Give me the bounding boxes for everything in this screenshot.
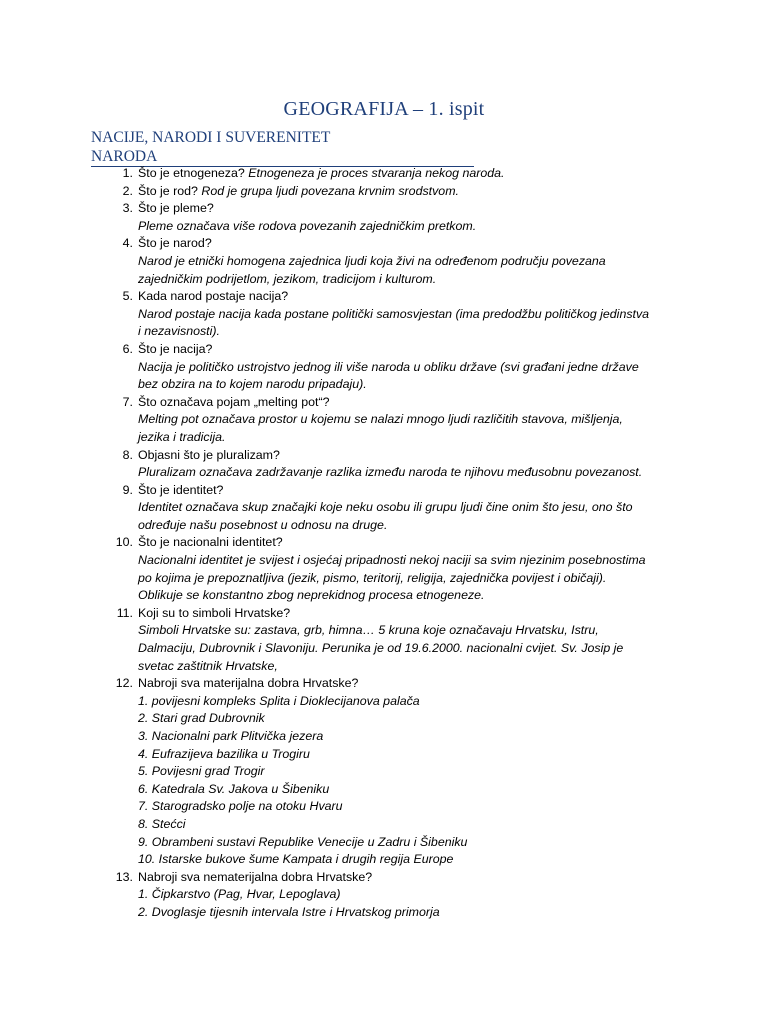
question-item [0,482,678,535]
question-item [0,534,678,604]
question-number: 11. [116,605,133,620]
question-text: Što označava pojam „melting pot“? [138,394,330,409]
question-line [138,235,678,253]
question-number: 1. [122,166,133,180]
question-item [0,200,678,235]
section-heading-line2: NARODA [91,147,474,167]
answer-line: po kojima je prepoznatljiva (jezik, pismo, teritorij, religija, zajednička povijest i običaji). [138,570,607,585]
answer-line: 9. Obrambeni sustavi Republike Venecije u Zadru i Šibeniku [138,834,468,849]
answer-line: određuje našu posebnost u odnosu na druge. [138,517,388,532]
answer-line: 4. Eufrazijeva bazilika u Trogiru [138,746,310,761]
question-text: Kada narod postaje nacija? [138,289,289,304]
question-line [138,341,678,359]
answer-line: 1. povijesni kompleks Splita i Dioklecijanova palača [138,693,420,708]
answer-line: 5. Povijesni grad Trogir [138,764,265,779]
question-text: Što je narod? [138,236,212,251]
answer-line: Melting pot označava prostor u kojemu se nalazi mnogo ljudi različitih stavova, mišljenja, [138,412,623,427]
question-number: 13. [115,869,133,884]
question-text: Što je nacionalni identitet? [138,535,283,550]
question-number: 7. [122,394,133,409]
answer-line: Simboli Hrvatske su: zastava, grb, himna… 5 kruna koje označavaju Hrvatsku, Istru, [138,623,599,638]
question-number: 8. [122,447,133,462]
question-line [138,675,678,693]
question-text: Nabroji sva nematerijalna dobra Hrvatske? [138,869,373,884]
answer-line: Narod postaje nacija kada postane politički samosvjestan (ima predodžbu političkog jedinstva [138,306,650,321]
answer-line: Identitet označava skup značajki koje neku osobu ili grupu ljudi čine onim što jesu, ono što [138,500,633,515]
answer-line: 10. Istarske bukove šume Kampata i drugih regija Europe [138,852,454,867]
answer-line: Pluralizam označava zadržavanje razlika između naroda te njihovu međusobnu povezanost. [138,465,643,480]
question-line [138,394,678,412]
question-line [138,447,678,465]
question-line [138,482,678,500]
page-title: GEOGRAFIJA – 1. ispit [283,98,485,120]
question-number: 2. [122,183,133,198]
section-heading-line1: NACIJE, NARODI I SUVERENITET [91,129,331,146]
answer-line: Narod je etnički homogena zajednica ljudi koja živi na određenom području povezana [138,253,606,268]
question-item [0,605,678,675]
question-item [0,235,678,288]
question-number: 6. [122,341,133,356]
answer-line: bez obzira na to kojem narodu pripadaju). [138,377,367,392]
question-number: 3. [122,201,133,216]
question-number: 12. [115,676,133,691]
question-item [0,447,678,482]
question-number: 4. [122,236,133,251]
answer-line: 3. Nacionalni park Plitvička jezera [138,729,324,743]
question-text: Što je pleme? [138,201,214,216]
question-line [138,183,678,201]
question-text: Objasni što je pluralizam? [138,447,280,462]
answer-line: Dalmaciju, Dubrovnik i Slavoniju. Perunika je od 19.6.2000. nacionalni cvijet. Sv. Josip je [138,641,624,656]
question-item [0,341,678,394]
question-number: 10. [115,535,133,550]
answer-line: Oblikuje se konstantno zbog neprekidnog procesa etnogeneze. [138,588,485,603]
question-text: Nabroji sva materijalna dobra Hrvatske? [138,676,359,691]
answer-line: jezika i tradicija. [138,429,226,444]
question-text: Što je identitet? [138,482,224,497]
question-text: Koji su to simboli Hrvatske? [138,605,291,620]
section-heading [91,128,511,167]
question-text: Što je etnogeneza? [138,166,245,180]
answer-text: Etnogeneza je proces stvaranja nekog naroda. [244,166,505,180]
answer-line: Pleme označava više rodova povezanih zajedničkim pretkom. [138,218,477,233]
answer-line: 8. Stećci [138,816,186,831]
question-item [0,183,678,201]
question-item [0,165,678,183]
question-line [138,165,678,183]
question-line [138,534,678,552]
question-item [0,394,678,447]
answer-line: 1. Čipkarstvo (Pag, Hvar, Lepoglava) [138,887,341,902]
answer-text: Rod je grupa ljudi povezana krvnim srodstvom. [197,183,459,198]
question-item [0,675,678,869]
answer-line: 2. Stari grad Dubrovnik [138,711,265,726]
answer-line: Nacionalni identitet je svijest i osjećaj pripadnosti nekoj naciji sa svim njezinim posebnostima [138,553,646,568]
question-number: 5. [122,289,133,304]
answer-line: 7. Starogradsko polje na otoku Hvaru [138,799,343,814]
answer-line: i nezavisnosti). [138,324,220,339]
answer-line: svetac zaštitnik Hrvatske, [138,658,278,673]
question-item [0,288,678,341]
answer-line: zajedničkim podrijetlom, jezikom, tradicijom i kulturom. [138,271,437,286]
answer-line: 2. Dvoglasje tijesnih intervala Istre i Hrvatskog primorja [138,904,440,919]
question-line [138,288,678,306]
question-number: 9. [122,482,133,497]
question-line [138,200,678,218]
question-line [138,869,678,887]
answer-line: Nacija je političko ustrojstvo jednog ili više naroda u obliku države (svi građani jedne države [138,359,639,374]
question-line [138,605,678,623]
question-text: Što je rod? [138,183,198,198]
answer-line: 6. Katedrala Sv. Jakova u Šibeniku [138,781,330,796]
question-item [0,869,678,922]
question-text: Što je nacija? [138,341,213,356]
question-list [0,165,768,922]
